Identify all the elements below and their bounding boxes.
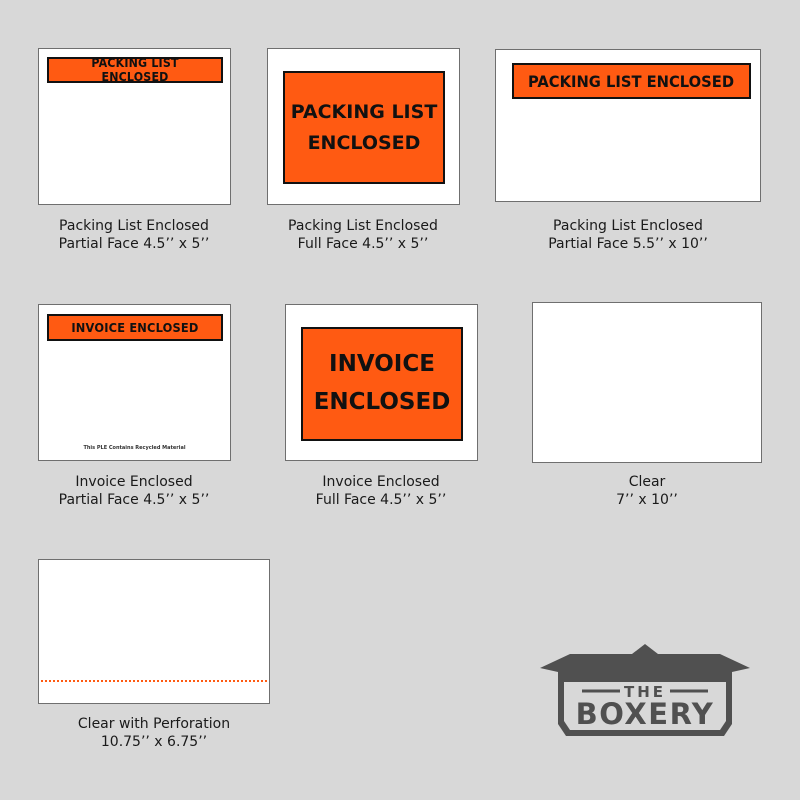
caption-title: Packing List Enclosed — [59, 218, 209, 234]
panel-text-line2: ENCLOSED — [313, 389, 451, 415]
caption-title: Clear with Perforation — [77, 716, 231, 732]
caption-title: Invoice Enclosed — [322, 474, 440, 490]
caption-size: 10.75’’ x 6.75’’ — [100, 734, 208, 750]
caption-size: Partial Face 5.5’’ x 10’’ — [548, 236, 708, 252]
logo-top-text: THE — [623, 683, 667, 701]
caption-title: Clear — [628, 474, 666, 490]
product-caption — [527, 473, 767, 509]
band-text: PACKING LIST ENCLOSED — [91, 56, 179, 84]
panel-text-line2: ENCLOSED — [307, 131, 421, 154]
band-text: PACKING LIST ENCLOSED — [528, 71, 735, 91]
perforation-line — [41, 680, 267, 682]
product-caption — [34, 715, 274, 751]
invoice-enclosed-band — [47, 314, 223, 341]
caption-size: Full Face 4.5’’ x 5’’ — [315, 492, 447, 508]
caption-size: 7’’ x 10’’ — [616, 492, 678, 508]
the-boxery-logo — [540, 642, 750, 742]
band-text: INVOICE ENCLOSED — [71, 320, 199, 335]
packing-list-enclosed-band — [512, 63, 751, 99]
ple-partial-face-envelope[interactable] — [38, 48, 231, 205]
logo-roof-shape — [540, 644, 750, 672]
recycled-material-note: This PLE Contains Recycled Material — [83, 445, 186, 451]
invoice-full-face-envelope[interactable] — [285, 304, 478, 461]
product-caption — [14, 473, 254, 509]
product-caption — [14, 217, 254, 253]
product-caption — [261, 473, 501, 509]
ple-partial-face-wide-envelope[interactable] — [495, 49, 761, 202]
panel-text-line1: PACKING LIST — [290, 101, 438, 124]
invoice-enclosed-panel — [301, 327, 463, 441]
clear-envelope[interactable] — [532, 302, 762, 463]
caption-title: Packing List Enclosed — [288, 218, 438, 234]
caption-size: Full Face 4.5’’ x 5’’ — [297, 236, 429, 252]
invoice-partial-face-envelope[interactable] — [38, 304, 231, 461]
product-caption — [243, 217, 483, 253]
caption-size: Partial Face 4.5’’ x 5’’ — [58, 236, 210, 252]
packing-list-enclosed-band — [47, 57, 223, 83]
logo-main-text: BOXERY — [575, 697, 715, 731]
product-caption — [508, 217, 748, 253]
packing-list-enclosed-panel — [283, 71, 445, 184]
caption-title: Packing List Enclosed — [553, 218, 703, 234]
panel-text-line1: INVOICE — [329, 351, 435, 378]
caption-size: Partial Face 4.5’’ x 5’’ — [58, 492, 210, 508]
ple-full-face-envelope[interactable] — [267, 48, 460, 205]
clear-perforated-envelope[interactable] — [38, 559, 270, 704]
caption-title: Invoice Enclosed — [75, 474, 193, 490]
